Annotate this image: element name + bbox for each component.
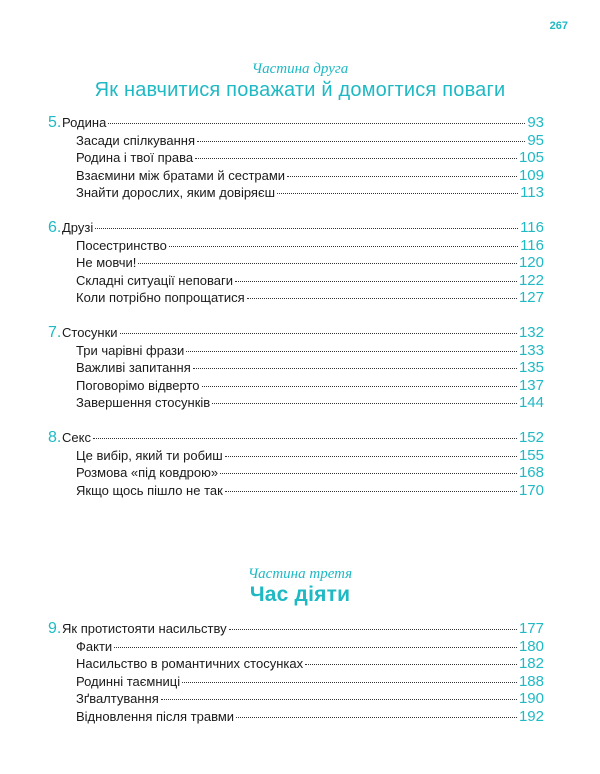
section-page: 122 (518, 271, 544, 289)
section-row (48, 638, 544, 656)
dot-leader (114, 647, 517, 648)
dot-leader (229, 629, 517, 630)
chapter-number: 9. (48, 620, 62, 637)
section-page: 113 (520, 184, 544, 202)
section-page: 180 (518, 637, 544, 655)
chapter-row (48, 114, 544, 132)
section-page: 120 (518, 254, 544, 272)
dot-leader (197, 141, 525, 142)
dot-leader (138, 263, 517, 264)
section-title: Знайти дорослих, яким довіряєш (76, 185, 276, 201)
section-page: 116 (520, 236, 544, 254)
section-row (48, 708, 544, 726)
section-page: 95 (527, 131, 544, 149)
chapter-group (48, 324, 544, 412)
section-title: Три чарівні фрази (76, 342, 185, 358)
dot-leader (186, 351, 517, 352)
dot-leader (182, 682, 517, 683)
chapter-number: 7. (48, 323, 62, 341)
part-two-label: Частина друга (251, 61, 349, 77)
dot-leader (235, 281, 517, 282)
dot-leader (225, 491, 517, 492)
chapter-row (48, 429, 544, 447)
section-row (48, 690, 544, 708)
dot-leader (193, 368, 517, 369)
dot-leader (195, 158, 517, 159)
section-page: 188 (518, 672, 544, 690)
section-page: 170 (518, 481, 544, 499)
section-row (48, 655, 544, 673)
dot-leader (95, 228, 518, 229)
section-row (48, 447, 544, 465)
chapter-page: 152 (518, 428, 544, 446)
section-row (48, 359, 544, 377)
section-row (48, 464, 544, 482)
section-page: 190 (518, 690, 544, 708)
section-row (48, 167, 544, 185)
dot-leader (120, 333, 517, 334)
section-title: Складні ситуації неповаги (76, 272, 233, 288)
chapter-page: 93 (527, 114, 544, 131)
section-title: Якщо щось пішло не так (76, 482, 223, 498)
section-title: Взаємини між братами й сестрами (76, 167, 286, 183)
dot-leader (212, 403, 517, 404)
section-title: Розмова «під ковдрою» (76, 465, 219, 481)
section-row (48, 132, 544, 150)
section-title: Факти (76, 638, 113, 654)
section-row (48, 394, 544, 412)
section-row (48, 673, 544, 691)
section-title: Засади спілкування (76, 132, 196, 148)
dot-leader (161, 699, 517, 700)
section-title: Завершення стосунків (76, 395, 211, 411)
chapter-title: Як протистояти насильству (62, 621, 227, 636)
dot-leader (305, 664, 517, 665)
section-title: Не мовчи! (76, 255, 137, 271)
part-three-label: Частина третя (247, 566, 353, 582)
dot-leader (220, 473, 517, 474)
toc-part-three (48, 620, 544, 726)
section-title: Насильство в романтичних стосунках (76, 656, 304, 672)
section-row (48, 377, 544, 395)
dot-leader (93, 438, 517, 439)
section-title: Важливі запитання (76, 360, 191, 376)
section-page: 105 (518, 149, 544, 167)
chapter-title: Друзі (62, 219, 94, 235)
section-title: Посестринство (76, 237, 167, 253)
chapter-group (48, 219, 544, 307)
dot-leader (247, 298, 517, 299)
section-title: Зґвалтування (76, 691, 159, 707)
chapter-group (48, 429, 544, 499)
dot-leader (169, 246, 518, 247)
dot-leader (236, 717, 517, 718)
page-number: 267 (549, 20, 568, 32)
section-page: 168 (518, 464, 544, 482)
section-title: Коли потрібно попрощатися (76, 290, 245, 306)
chapter-page: 116 (520, 218, 544, 236)
dot-leader (202, 386, 517, 387)
dot-leader (108, 123, 525, 124)
section-page: 109 (518, 166, 544, 184)
section-row (48, 149, 544, 167)
section-title: Поговорімо відверто (76, 377, 200, 393)
part-three-title: Час діяти (249, 583, 351, 606)
dot-leader (277, 193, 518, 194)
chapter-row (48, 324, 544, 342)
section-row (48, 237, 544, 255)
chapter-group (48, 114, 544, 202)
chapter-page: 132 (518, 323, 544, 341)
chapter-title: Стосунки (62, 324, 118, 340)
chapter-number: 5. (48, 114, 62, 131)
section-title: Родина і твої права (76, 150, 194, 166)
part-two-title: Як навчитися поважати й домогтися поваги (94, 79, 506, 101)
chapter-number: 8. (48, 428, 62, 446)
section-row (48, 342, 544, 360)
section-row (48, 184, 544, 202)
section-page: 135 (518, 359, 544, 377)
section-page: 144 (518, 394, 544, 412)
section-page: 127 (518, 289, 544, 307)
section-page: 192 (518, 707, 544, 725)
chapter-row (48, 620, 544, 638)
section-page: 133 (518, 341, 544, 359)
chapter-row (48, 219, 544, 237)
section-row (48, 254, 544, 272)
chapter-group (48, 620, 544, 726)
section-page: 137 (518, 376, 544, 394)
dot-leader (287, 176, 517, 177)
chapter-title: Секс (62, 429, 91, 445)
chapter-page: 177 (518, 620, 544, 637)
dot-leader (225, 456, 517, 457)
toc-part-two (48, 114, 544, 516)
part-three-header (0, 565, 600, 607)
section-row (48, 272, 544, 290)
section-page: 182 (518, 655, 544, 673)
section-title: Це вибір, який ти робиш (76, 447, 223, 463)
section-page: 155 (518, 446, 544, 464)
section-title: Відновлення після травми (76, 708, 235, 724)
chapter-title: Родина (62, 115, 107, 130)
part-two-header (0, 60, 600, 102)
section-title: Родинні таємниці (76, 673, 181, 689)
chapter-number: 6. (48, 218, 62, 236)
section-row (48, 289, 544, 307)
section-row (48, 482, 544, 500)
